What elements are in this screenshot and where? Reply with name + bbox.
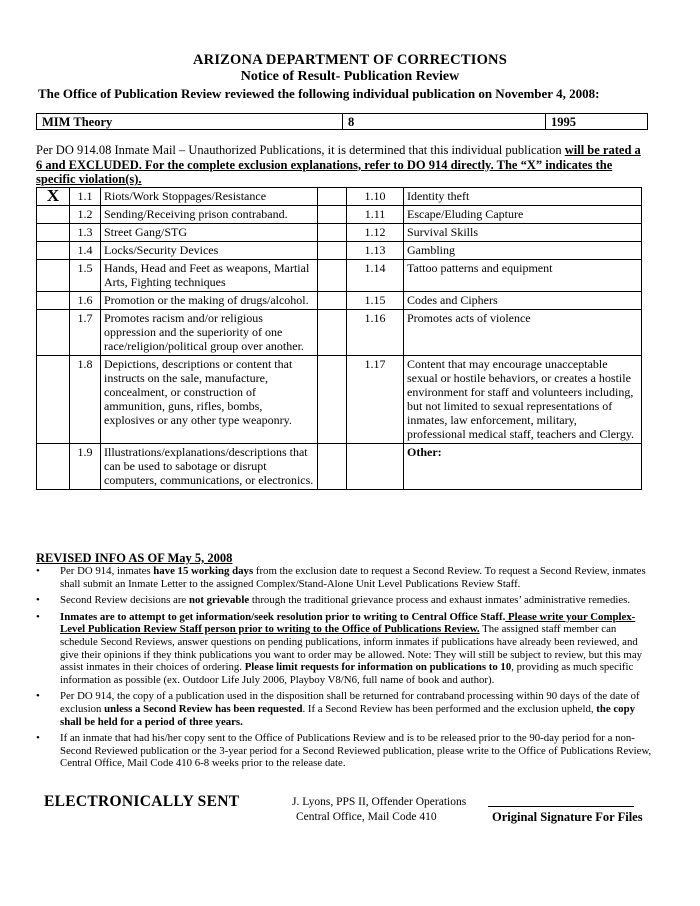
- violation-mark: [318, 356, 347, 444]
- violation-number: 1.12: [347, 224, 404, 242]
- violation-mark: [318, 260, 347, 292]
- note-emphasis: unless a Second Review has been requested: [104, 702, 303, 715]
- publication-title: MIM Theory: [42, 115, 113, 129]
- violation-number: 1.10: [347, 188, 404, 206]
- violation-description: Escape/Eluding Capture: [404, 206, 642, 224]
- violation-mark: [318, 224, 347, 242]
- publication-box: [36, 113, 648, 130]
- note-emphasis: the copy shall be held for a period of three years.: [60, 702, 635, 728]
- violation-description: Depictions, descriptions or content that instructs on the sale, manufacture, concealment, or construction of ammunition, guns, rifles, bombs, explosives or any other type weaponry.: [101, 356, 318, 444]
- violation-number: [347, 444, 404, 490]
- note-text: , providing as much specific information as possible (ex. Outdoor Life July 2006, Playboy V8/N6, full name of book and author).: [60, 661, 634, 686]
- violation-number: 1.15: [347, 292, 404, 310]
- table-row: [37, 260, 642, 292]
- note-emphasis: have 15 working days: [153, 565, 254, 577]
- violation-description: Codes and Ciphers: [404, 292, 642, 310]
- revised-notes-list: [36, 565, 652, 774]
- violation-number: 1.14: [347, 260, 404, 292]
- violation-description: Tattoo patterns and equipment: [404, 260, 642, 292]
- violation-mark: [37, 242, 70, 260]
- note-emphasis: Please write your Complex-Level Publication Review Staff person prior to writing to the Office of Publications Review.: [60, 610, 636, 636]
- note-text: Per DO 914, inmates: [60, 565, 154, 577]
- revised-heading: REVISED INFO AS OF May 5, 2008: [36, 551, 233, 565]
- note-text: through the traditional grievance process and exhaust inmates’ administrative remedies.: [249, 594, 631, 607]
- violation-description: Identity theft: [404, 188, 642, 206]
- violation-number: 1.7: [70, 310, 101, 356]
- bullet-glyph: •: [36, 610, 40, 623]
- violation-number: 1.3: [70, 224, 101, 242]
- intro-text: Per DO 914.08 Inmate Mail – Unauthorized Publications, it is determined that this individual publication: [36, 143, 565, 157]
- agency-title: ARIZONA DEPARTMENT OF CORRECTIONS: [193, 52, 507, 68]
- violation-number: 1.1: [70, 188, 101, 206]
- violation-number: 1.9: [70, 444, 101, 490]
- divider: [342, 114, 343, 129]
- list-item: [36, 565, 652, 590]
- exclusion-statement: [36, 143, 650, 187]
- intro-emphasis: will be rated a 6 and EXCLUDED. For the complete exclusion explanations, refer to DO 914 directly. The “X” indicates the specific violation(s).: [36, 143, 641, 186]
- signature-line: [488, 806, 634, 807]
- list-item: [36, 732, 652, 770]
- bullet-glyph: •: [36, 565, 40, 577]
- table-row: [37, 444, 642, 490]
- violation-mark: [37, 260, 70, 292]
- violation-mark: [37, 292, 70, 310]
- violation-mark: [318, 292, 347, 310]
- table-row: [37, 356, 642, 444]
- table-row: [37, 310, 642, 356]
- note-emphasis: Inmates are to attempt to get information/seek resolution prior to writing to Central Office Staff.: [60, 610, 506, 623]
- table-row: [37, 206, 642, 224]
- list-item: [36, 690, 652, 728]
- violations-table: [36, 187, 642, 490]
- original-signature-label: Original Signature For Files: [492, 810, 643, 824]
- office-address: Central Office, Mail Code 410: [296, 811, 437, 823]
- notice-title: Notice of Result- Publication Review: [240, 69, 460, 84]
- violation-description: Promotes acts of violence: [404, 310, 642, 356]
- note-text: from the exclusion date to request a Second Review. To request a Second Review, inmates shall submit an Inmate Letter to the assigned Complex/Stand-Alone Unit Level Publications Review Staff.: [60, 565, 646, 590]
- divider: [545, 114, 546, 129]
- note-text: Second Review decisions are: [60, 594, 189, 607]
- violation-mark: [37, 444, 70, 490]
- violation-description: Content that may encourage unacceptable sexual or hostile behaviors, or creates a hostile environment for staff and volunteers including, but not limited to sexual representations of inmates, law enforcement, military, professional medical staff, teachers and Clergy.: [404, 356, 642, 444]
- bullet-glyph: •: [36, 732, 40, 745]
- table-row: [37, 292, 642, 310]
- violation-description: Sending/Receiving prison contraband.: [101, 206, 318, 224]
- violation-number: 1.6: [70, 292, 101, 310]
- violation-number: 1.16: [347, 310, 404, 356]
- violation-mark: [318, 188, 347, 206]
- violation-mark: [37, 224, 70, 242]
- violation-number: 1.4: [70, 242, 101, 260]
- note-text: The assigned staff member can schedule Second Reviews, answer questions on pending publications, inform inmates if publications have already been reviewed, and give their opinions if they think publications you want to order may be allowed. Note: They will still be subject to review, but this may assist inmates in their choices of ordering.: [60, 623, 643, 674]
- violation-description: Survival Skills: [404, 224, 642, 242]
- violation-description: Other:: [404, 444, 642, 490]
- list-item: [36, 611, 652, 687]
- violation-number: 1.8: [70, 356, 101, 444]
- signer-name: J. Lyons, PPS II, Offender Operations: [292, 796, 467, 808]
- violation-description: Riots/Work Stoppages/Resistance: [101, 188, 318, 206]
- violation-number: 1.5: [70, 260, 101, 292]
- violation-mark: [318, 206, 347, 224]
- note-text: . If a Second Review has been performed and the exclusion upheld,: [302, 702, 597, 715]
- note-emphasis: Please limit requests for information on publications to 10: [244, 661, 512, 674]
- violation-mark: [318, 444, 347, 490]
- violation-number: 1.17: [347, 356, 404, 444]
- note-text: Per DO 914, the copy of a publication used in the disposition shall be returned for contraband processing within 90 days of the date of exclusion: [60, 690, 640, 715]
- violation-mark: [37, 310, 70, 356]
- list-item: [36, 594, 652, 607]
- violation-description: Gambling: [404, 242, 642, 260]
- publication-year: 1995: [551, 115, 576, 129]
- violation-description: Hands, Head and Feet as weapons, Martial Arts, Fighting techniques: [101, 260, 318, 292]
- violation-description: Promotion or the making of drugs/alcohol.: [101, 292, 318, 310]
- table-row: [37, 242, 642, 260]
- violation-number: 1.13: [347, 242, 404, 260]
- violation-mark: [37, 356, 70, 444]
- violation-description: Street Gang/STG: [101, 224, 318, 242]
- violation-mark: X: [37, 188, 70, 206]
- table-row: [37, 188, 642, 206]
- review-statement: The Office of Publication Review reviewed the following individual publication on November 4, 2008:: [38, 86, 600, 101]
- violation-mark: [318, 310, 347, 356]
- violation-description: Promotes racism and/or religious oppression and the superiority of one race/religion/political group over another.: [101, 310, 318, 356]
- bullet-glyph: •: [36, 690, 40, 703]
- electronically-sent-label: ELECTRONICALLY SENT: [44, 793, 240, 810]
- violation-number: 1.11: [347, 206, 404, 224]
- note-emphasis: not grievable: [188, 594, 250, 607]
- bullet-glyph: •: [36, 594, 40, 607]
- violation-number: 1.2: [70, 206, 101, 224]
- note-text: If an inmate that had his/her copy sent to the Office of Publications Review and is to be released prior to the 90-day period for a non-Second Reviewed publication or the 3-year period for a Second Reviewed publication, please write to the Office of Publications Review, Central Office, Mail Code 410 6-8 weeks prior to the release date.: [60, 732, 652, 770]
- table-row: [37, 224, 642, 242]
- publication-issue: 8: [348, 115, 355, 129]
- violation-mark: [318, 242, 347, 260]
- violation-mark: [37, 206, 70, 224]
- violation-description: Illustrations/explanations/descriptions that can be used to sabotage or disrupt computers, communications, or electronics.: [101, 444, 318, 490]
- violation-description: Locks/Security Devices: [101, 242, 318, 260]
